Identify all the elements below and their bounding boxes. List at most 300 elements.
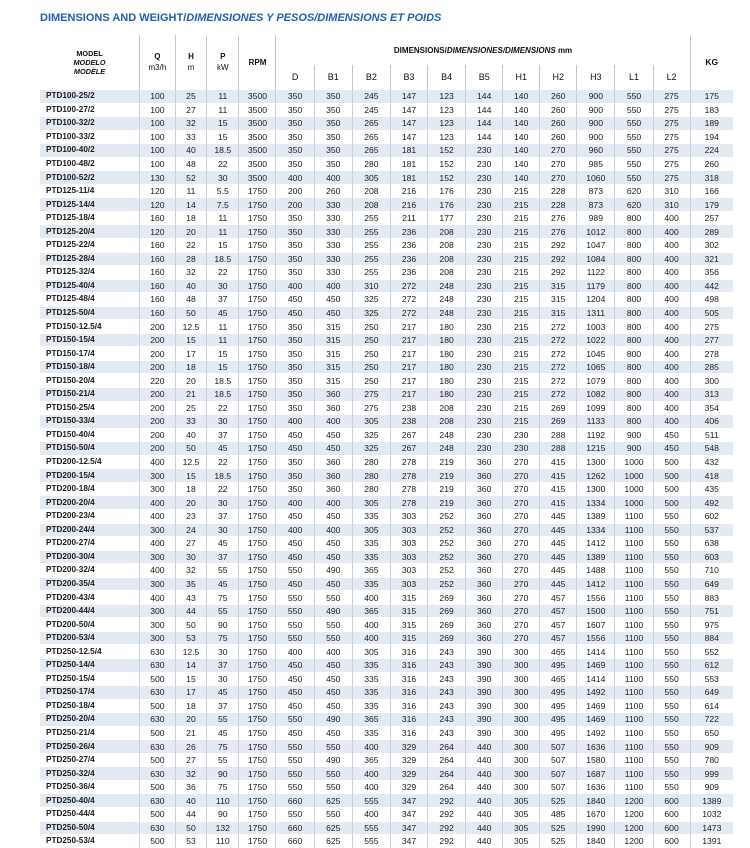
value-cell: 11: [207, 225, 239, 239]
value-cell: 48: [175, 293, 206, 307]
value-cell: 800: [615, 293, 653, 307]
table-row: [40, 794, 733, 808]
value-cell: 620: [615, 198, 653, 212]
table-row: [40, 807, 733, 821]
value-cell: 550: [653, 686, 690, 700]
value-cell: 55: [207, 753, 239, 767]
value-cell: 550: [276, 631, 314, 645]
value-cell: 25: [175, 401, 206, 415]
value-cell: 495: [540, 726, 577, 740]
value-cell: 347: [391, 807, 428, 821]
value-cell: 189: [690, 117, 733, 131]
value-cell: 230: [466, 320, 503, 334]
value-cell: 495: [540, 658, 577, 672]
value-cell: 302: [690, 239, 733, 253]
value-cell: 900: [615, 428, 653, 442]
value-cell: 800: [615, 266, 653, 280]
value-cell: 1750: [239, 794, 276, 808]
value-cell: 100: [139, 130, 175, 144]
value-cell: 267: [391, 442, 428, 456]
value-cell: 360: [466, 509, 503, 523]
table-row: [40, 713, 733, 727]
value-cell: 500: [139, 699, 175, 713]
value-cell: 53: [175, 835, 206, 848]
value-cell: 179: [690, 198, 733, 212]
value-cell: 252: [428, 509, 466, 523]
value-cell: 315: [391, 631, 428, 645]
value-cell: 292: [540, 252, 577, 266]
value-cell: 30: [207, 171, 239, 185]
value-cell: 75: [207, 591, 239, 605]
value-cell: 270: [503, 523, 540, 537]
value-cell: 550: [276, 604, 314, 618]
value-cell: 350: [276, 239, 314, 253]
table-row: [40, 523, 733, 537]
value-cell: 278: [391, 496, 428, 510]
value-cell: 450: [276, 537, 314, 551]
value-cell: 30: [207, 523, 239, 537]
value-cell: 330: [314, 225, 352, 239]
value-cell: 873: [577, 184, 615, 198]
value-cell: 272: [540, 360, 577, 374]
value-cell: 285: [690, 360, 733, 374]
value-cell: 215: [503, 252, 540, 266]
value-cell: 1200: [615, 807, 653, 821]
value-cell: 1100: [615, 658, 653, 672]
value-cell: 21: [175, 726, 206, 740]
value-cell: 200: [139, 428, 175, 442]
value-cell: 550: [653, 658, 690, 672]
value-cell: 272: [540, 320, 577, 334]
value-cell: 400: [276, 415, 314, 429]
value-cell: 406: [690, 415, 733, 429]
value-cell: 20: [175, 496, 206, 510]
value-cell: 248: [428, 306, 466, 320]
value-cell: 140: [503, 171, 540, 185]
value-cell: 450: [276, 672, 314, 686]
value-cell: 1334: [577, 496, 615, 510]
dim-col-header: H2: [540, 65, 577, 90]
value-cell: 270: [503, 591, 540, 605]
value-cell: 1750: [239, 767, 276, 781]
value-cell: 303: [391, 564, 428, 578]
value-cell: 11: [207, 90, 239, 104]
value-cell: 1636: [577, 780, 615, 794]
value-cell: 450: [276, 577, 314, 591]
value-cell: 243: [428, 699, 466, 713]
value-cell: 315: [314, 333, 352, 347]
value-cell: 550: [653, 577, 690, 591]
value-cell: 975: [690, 618, 733, 632]
value-cell: 800: [615, 279, 653, 293]
value-cell: 440: [466, 807, 503, 821]
value-cell: 270: [503, 509, 540, 523]
value-cell: 269: [540, 415, 577, 429]
value-cell: 11: [175, 184, 206, 198]
value-cell: 1840: [577, 835, 615, 848]
value-cell: 555: [352, 835, 390, 848]
value-cell: 1000: [615, 482, 653, 496]
value-cell: 445: [540, 550, 577, 564]
value-cell: 208: [428, 415, 466, 429]
value-cell: 230: [466, 211, 503, 225]
value-cell: 180: [428, 388, 466, 402]
value-cell: 15: [175, 333, 206, 347]
value-cell: 325: [352, 442, 390, 456]
value-cell: 230: [503, 428, 540, 442]
table-row: [40, 780, 733, 794]
model-cell: PTD100-33/2: [40, 130, 139, 144]
value-cell: 1012: [577, 225, 615, 239]
value-cell: 215: [503, 184, 540, 198]
table-row: [40, 482, 733, 496]
value-cell: 208: [352, 198, 390, 212]
value-cell: 300: [139, 577, 175, 591]
table-row: [40, 631, 733, 645]
model-cell: PTD200-18/4: [40, 482, 139, 496]
value-cell: 350: [276, 103, 314, 117]
value-cell: 269: [428, 631, 466, 645]
table-row: [40, 117, 733, 131]
value-cell: 250: [352, 347, 390, 361]
value-cell: 37: [207, 428, 239, 442]
value-cell: 1750: [239, 686, 276, 700]
value-cell: 305: [352, 171, 390, 185]
value-cell: 525: [540, 794, 577, 808]
value-cell: 360: [466, 564, 503, 578]
model-cell: PTD150-40/4: [40, 428, 139, 442]
value-cell: 53: [175, 631, 206, 645]
value-cell: 176: [428, 184, 466, 198]
value-cell: 255: [352, 266, 390, 280]
value-cell: 347: [391, 835, 428, 848]
value-cell: 390: [466, 658, 503, 672]
value-cell: 440: [466, 780, 503, 794]
value-cell: 316: [391, 672, 428, 686]
value-cell: 630: [139, 794, 175, 808]
model-cell: PTD250-32/4: [40, 767, 139, 781]
value-cell: 550: [653, 699, 690, 713]
value-cell: 3500: [239, 144, 276, 158]
value-cell: 650: [690, 726, 733, 740]
value-cell: 400: [276, 645, 314, 659]
value-cell: 230: [466, 401, 503, 415]
value-cell: 18.5: [207, 388, 239, 402]
value-cell: 1556: [577, 591, 615, 605]
value-cell: 147: [391, 103, 428, 117]
value-cell: 316: [391, 686, 428, 700]
value-cell: 30: [207, 672, 239, 686]
value-cell: 238: [391, 415, 428, 429]
value-cell: 219: [428, 496, 466, 510]
value-cell: 550: [615, 157, 653, 171]
value-cell: 555: [352, 821, 390, 835]
value-cell: 873: [577, 198, 615, 212]
value-cell: 1750: [239, 482, 276, 496]
value-cell: 140: [503, 103, 540, 117]
value-cell: 269: [428, 618, 466, 632]
value-cell: 457: [540, 604, 577, 618]
value-cell: 23: [175, 509, 206, 523]
value-cell: 260: [314, 184, 352, 198]
value-cell: 800: [615, 401, 653, 415]
value-cell: 350: [276, 320, 314, 334]
value-cell: 1391: [690, 835, 733, 848]
value-cell: 144: [466, 130, 503, 144]
value-cell: 1179: [577, 279, 615, 293]
kg-header: KG: [690, 35, 733, 90]
value-cell: 400: [653, 374, 690, 388]
value-cell: 550: [615, 171, 653, 185]
table-row: [40, 442, 733, 456]
value-cell: 316: [391, 645, 428, 659]
value-cell: 1100: [615, 523, 653, 537]
value-cell: 1412: [577, 537, 615, 551]
value-cell: 300: [139, 523, 175, 537]
value-cell: 3500: [239, 157, 276, 171]
value-cell: 275: [690, 320, 733, 334]
model-cell: PTD125-22/4: [40, 239, 139, 253]
model-cell: PTD125-50/4: [40, 306, 139, 320]
value-cell: 215: [503, 239, 540, 253]
value-cell: 550: [314, 807, 352, 821]
value-cell: 445: [540, 537, 577, 551]
value-cell: 350: [276, 347, 314, 361]
value-cell: 236: [391, 239, 428, 253]
value-cell: 450: [314, 293, 352, 307]
value-cell: 280: [352, 455, 390, 469]
value-cell: 800: [615, 415, 653, 429]
value-cell: 630: [139, 767, 175, 781]
value-cell: 445: [540, 523, 577, 537]
value-cell: 498: [690, 293, 733, 307]
value-cell: 350: [276, 469, 314, 483]
value-cell: 450: [314, 428, 352, 442]
h-header: [175, 35, 206, 90]
model-cell: PTD250-12.5/4: [40, 645, 139, 659]
value-cell: 1082: [577, 388, 615, 402]
value-cell: 24: [175, 523, 206, 537]
value-cell: 1750: [239, 469, 276, 483]
value-cell: 550: [653, 740, 690, 754]
value-cell: 450: [276, 306, 314, 320]
table-row: [40, 835, 733, 848]
value-cell: 270: [540, 171, 577, 185]
table-row: [40, 753, 733, 767]
value-cell: 500: [139, 780, 175, 794]
value-cell: 500: [653, 455, 690, 469]
value-cell: 230: [466, 360, 503, 374]
value-cell: 329: [391, 753, 428, 767]
table-row: [40, 239, 733, 253]
value-cell: 1262: [577, 469, 615, 483]
model-cell: PTD200-23/4: [40, 509, 139, 523]
value-cell: 360: [466, 618, 503, 632]
value-cell: 300: [503, 740, 540, 754]
table-row: [40, 388, 733, 402]
value-cell: 1334: [577, 523, 615, 537]
value-cell: 1100: [615, 753, 653, 767]
value-cell: 48: [175, 157, 206, 171]
value-cell: 450: [276, 658, 314, 672]
value-cell: 800: [615, 225, 653, 239]
value-cell: 15: [175, 469, 206, 483]
value-cell: 550: [653, 631, 690, 645]
value-cell: 275: [653, 90, 690, 104]
value-cell: 275: [653, 103, 690, 117]
value-cell: 450: [314, 306, 352, 320]
value-cell: 350: [276, 211, 314, 225]
value-cell: 1414: [577, 672, 615, 686]
value-cell: 180: [428, 347, 466, 361]
value-cell: 350: [276, 144, 314, 158]
value-cell: 300: [503, 726, 540, 740]
table-row: [40, 591, 733, 605]
value-cell: 1750: [239, 496, 276, 510]
value-cell: 350: [276, 157, 314, 171]
value-cell: 276: [540, 211, 577, 225]
value-cell: 270: [540, 144, 577, 158]
value-cell: 550: [314, 780, 352, 794]
value-cell: 15: [207, 130, 239, 144]
value-cell: 400: [352, 807, 390, 821]
value-cell: 140: [503, 157, 540, 171]
model-header-es: MODELO: [73, 57, 106, 67]
value-cell: 230: [466, 442, 503, 456]
value-cell: 318: [690, 171, 733, 185]
value-cell: 248: [428, 442, 466, 456]
table-row: [40, 211, 733, 225]
value-cell: 183: [690, 103, 733, 117]
value-cell: 1750: [239, 604, 276, 618]
value-cell: 18.5: [207, 374, 239, 388]
value-cell: 1100: [615, 577, 653, 591]
value-cell: 230: [466, 239, 503, 253]
value-cell: 550: [276, 564, 314, 578]
value-cell: 208: [352, 184, 390, 198]
value-cell: 208: [428, 266, 466, 280]
value-cell: 335: [352, 658, 390, 672]
value-cell: 500: [653, 496, 690, 510]
value-cell: 722: [690, 713, 733, 727]
table-row: [40, 360, 733, 374]
model-cell: PTD200-15/4: [40, 469, 139, 483]
value-cell: 230: [466, 374, 503, 388]
value-cell: 1750: [239, 591, 276, 605]
dim-col-header: B5: [466, 65, 503, 90]
value-cell: 1300: [577, 482, 615, 496]
value-cell: 147: [391, 117, 428, 131]
model-cell: PTD200-35/4: [40, 577, 139, 591]
value-cell: 45: [207, 726, 239, 740]
value-cell: 123: [428, 117, 466, 131]
value-cell: 450: [276, 726, 314, 740]
value-cell: 100: [139, 103, 175, 117]
value-cell: 550: [653, 672, 690, 686]
value-cell: 15: [207, 347, 239, 361]
table-row: [40, 90, 733, 104]
value-cell: 292: [428, 794, 466, 808]
value-cell: 1060: [577, 171, 615, 185]
value-cell: 144: [466, 103, 503, 117]
table-row: [40, 293, 733, 307]
value-cell: 600: [653, 794, 690, 808]
value-cell: 500: [139, 753, 175, 767]
value-cell: 418: [690, 469, 733, 483]
value-cell: 18.5: [207, 252, 239, 266]
value-cell: 160: [139, 266, 175, 280]
value-cell: 1032: [690, 807, 733, 821]
value-cell: 1750: [239, 333, 276, 347]
q-unit: m3/h: [148, 63, 167, 72]
value-cell: 1750: [239, 388, 276, 402]
value-cell: 277: [690, 333, 733, 347]
value-cell: 495: [540, 699, 577, 713]
value-cell: 270: [503, 469, 540, 483]
model-cell: PTD250-36/4: [40, 780, 139, 794]
value-cell: 250: [352, 333, 390, 347]
value-cell: 300: [503, 645, 540, 659]
value-cell: 440: [466, 835, 503, 848]
value-cell: 1215: [577, 442, 615, 456]
value-cell: 310: [653, 198, 690, 212]
model-cell: PTD250-17/4: [40, 686, 139, 700]
value-cell: 300: [503, 713, 540, 727]
value-cell: 1100: [615, 604, 653, 618]
value-cell: 550: [653, 537, 690, 551]
table-row: [40, 171, 733, 185]
value-cell: 450: [653, 442, 690, 456]
value-cell: 20: [175, 374, 206, 388]
value-cell: 37: [207, 658, 239, 672]
value-cell: 507: [540, 740, 577, 754]
value-cell: 243: [428, 726, 466, 740]
value-cell: 1750: [239, 835, 276, 848]
table-row: [40, 618, 733, 632]
value-cell: 350: [276, 252, 314, 266]
value-cell: 219: [428, 469, 466, 483]
value-cell: 440: [466, 821, 503, 835]
table-row: [40, 726, 733, 740]
value-cell: 316: [391, 713, 428, 727]
model-cell: PTD250-44/4: [40, 807, 139, 821]
value-cell: 435: [690, 482, 733, 496]
value-cell: 300: [503, 753, 540, 767]
value-cell: 275: [352, 401, 390, 415]
model-header-fr: MODÈLE: [73, 66, 106, 76]
value-cell: 50: [175, 306, 206, 320]
value-cell: 144: [466, 90, 503, 104]
value-cell: 215: [503, 347, 540, 361]
value-cell: 638: [690, 537, 733, 551]
value-cell: 270: [503, 550, 540, 564]
value-cell: 400: [314, 645, 352, 659]
value-cell: 275: [653, 157, 690, 171]
value-cell: 999: [690, 767, 733, 781]
value-cell: 215: [503, 374, 540, 388]
value-cell: 315: [391, 604, 428, 618]
value-cell: 269: [428, 604, 466, 618]
value-cell: 300: [690, 374, 733, 388]
value-cell: 228: [540, 184, 577, 198]
value-cell: 660: [276, 835, 314, 848]
value-cell: 90: [207, 618, 239, 632]
value-cell: 1100: [615, 672, 653, 686]
value-cell: 252: [428, 577, 466, 591]
value-cell: 18: [175, 360, 206, 374]
model-cell: PTD250-27/4: [40, 753, 139, 767]
value-cell: 550: [276, 713, 314, 727]
